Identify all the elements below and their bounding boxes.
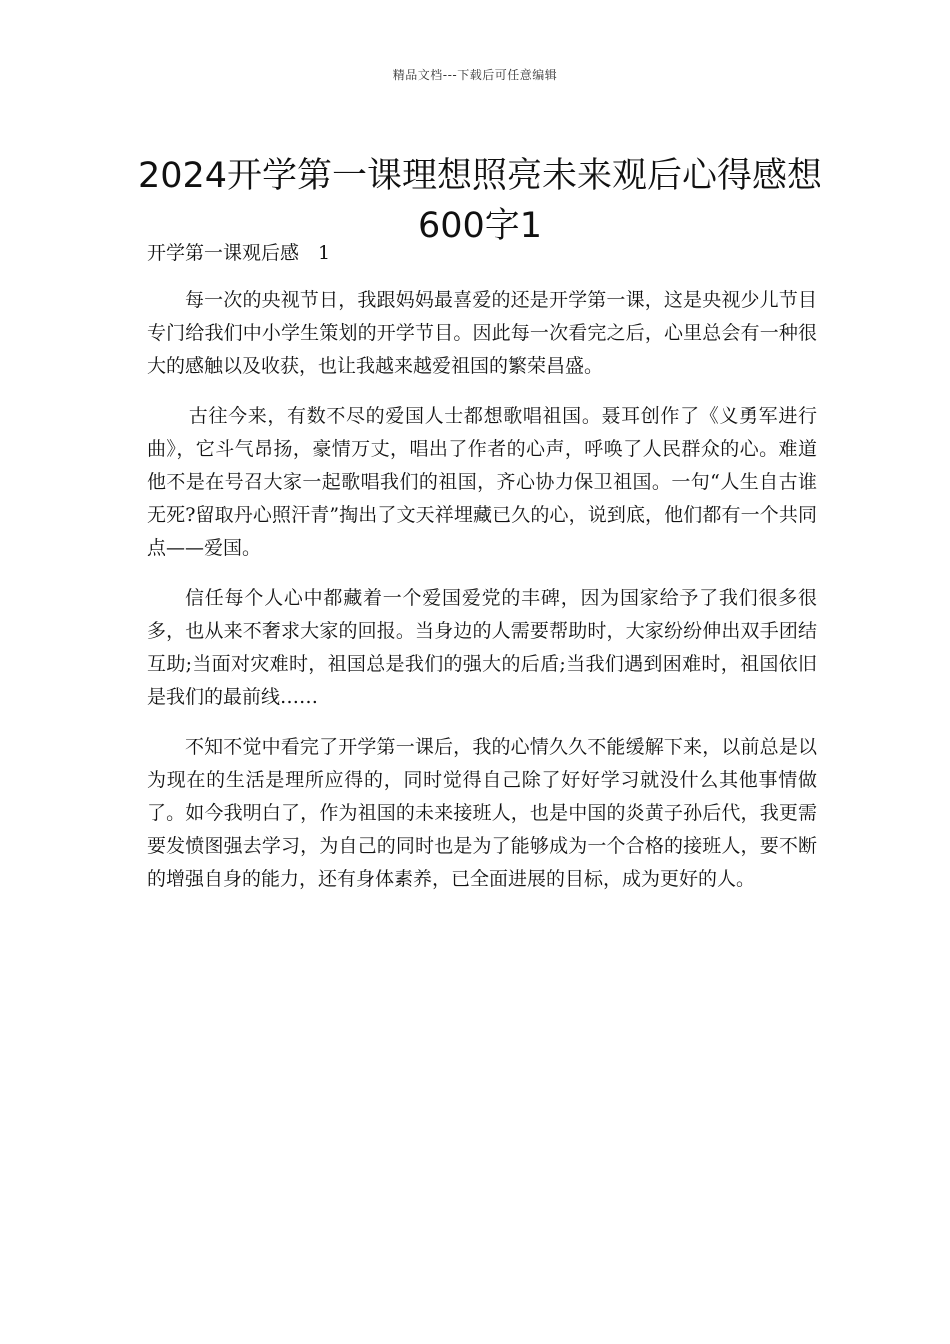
- paragraph-4: 不知不觉中看完了开学第一课后，我的心情久久不能缓解下来，以前总是以为现在的生活是理所应得的，同时觉得自己除了好好学习就没什么其他事情做了。如今我明白了，作为祖国的未来接班人，也是中国的炎黄子孙后代，我更需要发愤图强去学习，为自己的同时也是为了能够成为一个合格的接班人，要不断的增强自身的能力，还有身体素养，已全面进展的目标，成为更好的人。: [147, 736, 817, 890]
- header-note: 精品文档---下载后可任意编辑: [392, 68, 558, 82]
- paragraph-3: 信任每个人心中都藏着一个爱国爱党的丰碑，因为国家给予了我们很多很多，也从来不奢求大家的回报。当身边的人需要帮助时，大家纷纷伸出双手团结互助;当面对灾难时，祖国总是我们的强大的后盾;当我们遇到困难时，祖国依旧是我们的最前线……: [147, 587, 817, 708]
- document-title: 2024开学第一课理想照亮未来观后心得感想600字1: [137, 156, 823, 247]
- paragraph-1: 每一次的央视节日，我跟妈妈最喜爱的还是开学第一课，这是央视少儿节目专门给我们中小学生策划的开学节目。因此每一次看完之后，心里总会有一种很大的感触以及收获，也让我越来越爱祖国的繁荣昌盛。: [147, 289, 817, 377]
- paragraph-2: 古往今来，有数不尽的爱国人士都想歌唱祖国。聂耳创作了《义勇军进行曲》，它斗气昂扬，豪情万丈，唱出了作者的心声，呼唤了人民群众的心。难道他不是在号召大家一起歌唱我们的祖国，齐心协力保卫祖国。一句“人生自古谁无死?留取丹心照汗青”掏出了文天祥埋藏已久的心，说到底，他们都有一个共同点——爱国。: [147, 405, 817, 559]
- section-subheading: 开学第一课观后感 1: [147, 242, 331, 264]
- body-text: [147, 284, 817, 913]
